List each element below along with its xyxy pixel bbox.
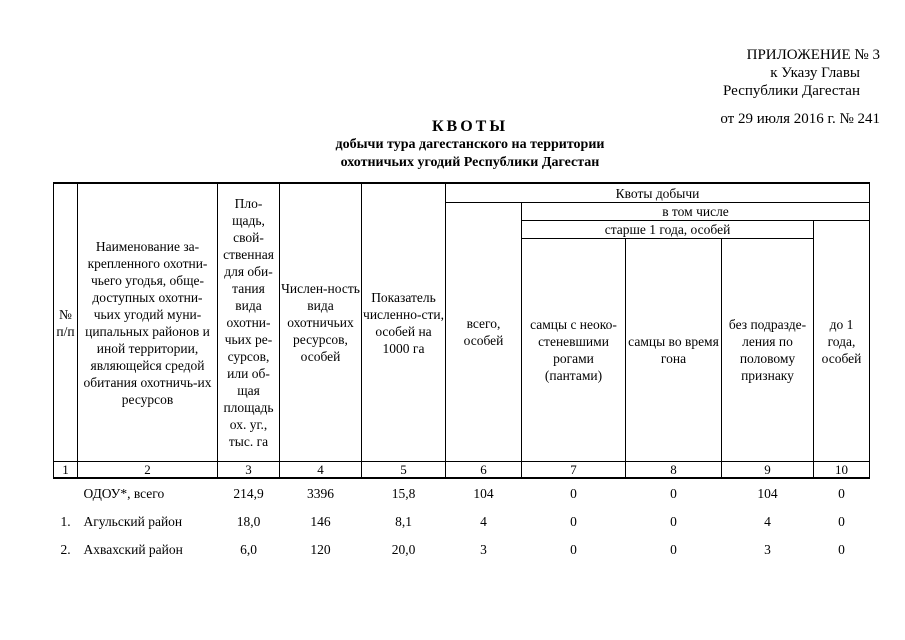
column-number-row — [54, 462, 870, 479]
quota-table — [53, 182, 870, 563]
row-rut: 0 — [670, 485, 677, 501]
row-young: 0 — [838, 541, 845, 557]
header-velvet: самцы с неоко-стеневшими рогами (пантами) — [522, 239, 626, 462]
row-name: Ахвахский район — [83, 541, 183, 557]
row-velvet: 0 — [570, 485, 577, 501]
appendix-decree: к Указу Главы — [770, 65, 860, 81]
column-number: 3 — [218, 462, 280, 479]
column-number: 9 — [722, 462, 814, 479]
appendix-title: ПРИЛОЖЕНИЕ № 3 — [746, 47, 880, 63]
row-velvet: 0 — [570, 541, 577, 557]
row-total: 4 — [480, 513, 487, 529]
header-density: Показатель численно-сти, особей на 1000 га — [362, 183, 446, 462]
row-area: 18,0 — [236, 513, 261, 529]
column-number: 2 — [78, 462, 218, 479]
document-title — [290, 118, 650, 172]
row-density: 15,8 — [391, 485, 416, 501]
row-density: 20,0 — [391, 541, 416, 557]
appendix-block — [690, 46, 880, 128]
appendix-date: от 29 июля 2016 г. № 241 — [720, 111, 880, 127]
row-velvet: 0 — [570, 513, 577, 529]
row-population: 146 — [310, 513, 331, 529]
row-num — [54, 478, 78, 507]
column-number: 1 — [54, 462, 78, 479]
row-total: 104 — [473, 485, 494, 501]
row-num: 1. — [60, 513, 71, 529]
column-number: 6 — [446, 462, 522, 479]
column-number: 7 — [522, 462, 626, 479]
header-young: до 1 года, особей — [814, 221, 870, 462]
row-nosex: 4 — [764, 513, 771, 529]
row-young: 0 — [838, 513, 845, 529]
column-number: 10 — [814, 462, 870, 479]
row-total: 3 — [480, 541, 487, 557]
header-including-group: в том числе — [522, 203, 870, 221]
row-nosex: 104 — [757, 485, 778, 501]
header-num: № п/п — [54, 183, 78, 462]
appendix-authority: Республики Дагестан — [723, 83, 860, 99]
row-area: 214,9 — [233, 485, 264, 501]
header-quota-group: Квоты добычи — [446, 183, 870, 203]
header-population: Числен-ность вида охотничьих ресурсов, особей — [280, 183, 362, 462]
table-row — [54, 507, 870, 535]
table-row — [54, 478, 870, 507]
row-young: 0 — [838, 485, 845, 501]
title-line2: добычи тура дагестанского на территории — [335, 137, 605, 152]
column-number: 5 — [362, 462, 446, 479]
row-num: 2. — [60, 541, 71, 557]
table-row — [54, 535, 870, 563]
header-name: Наименование за-крепленного охотни-чьего угодья, обще-доступных охотни-чьих угодий муни-ципальных районов и иной территории, являющейся средой обитания охотничь-их ресурсов — [78, 183, 218, 462]
row-rut: 0 — [670, 541, 677, 557]
header-nosex: без подразде-ления по половому признаку — [722, 239, 814, 462]
header-rut: самцы во время гона — [626, 239, 722, 462]
row-density: 8,1 — [395, 513, 412, 529]
row-rut: 0 — [670, 513, 677, 529]
header-older-group: старше 1 года, особей — [522, 221, 814, 239]
row-population: 3396 — [307, 485, 334, 501]
column-number: 8 — [626, 462, 722, 479]
header-total: всего, особей — [446, 203, 522, 462]
title-main: КВОТЫ — [431, 118, 509, 135]
row-nosex: 3 — [764, 541, 771, 557]
header-area: Пло-щадь, свой-ственная для оби-тания вида охотни-чьих ре-сурсов, или об-щая площадь ох. уг., тыс. га — [218, 183, 280, 462]
row-area: 6,0 — [240, 541, 257, 557]
title-line3: охотничьих угодий Республики Дагестан — [340, 155, 600, 170]
column-number: 4 — [280, 462, 362, 479]
row-name: ОДОУ*, всего — [83, 485, 165, 501]
row-name: Агульский район — [83, 513, 183, 529]
row-population: 120 — [310, 541, 331, 557]
